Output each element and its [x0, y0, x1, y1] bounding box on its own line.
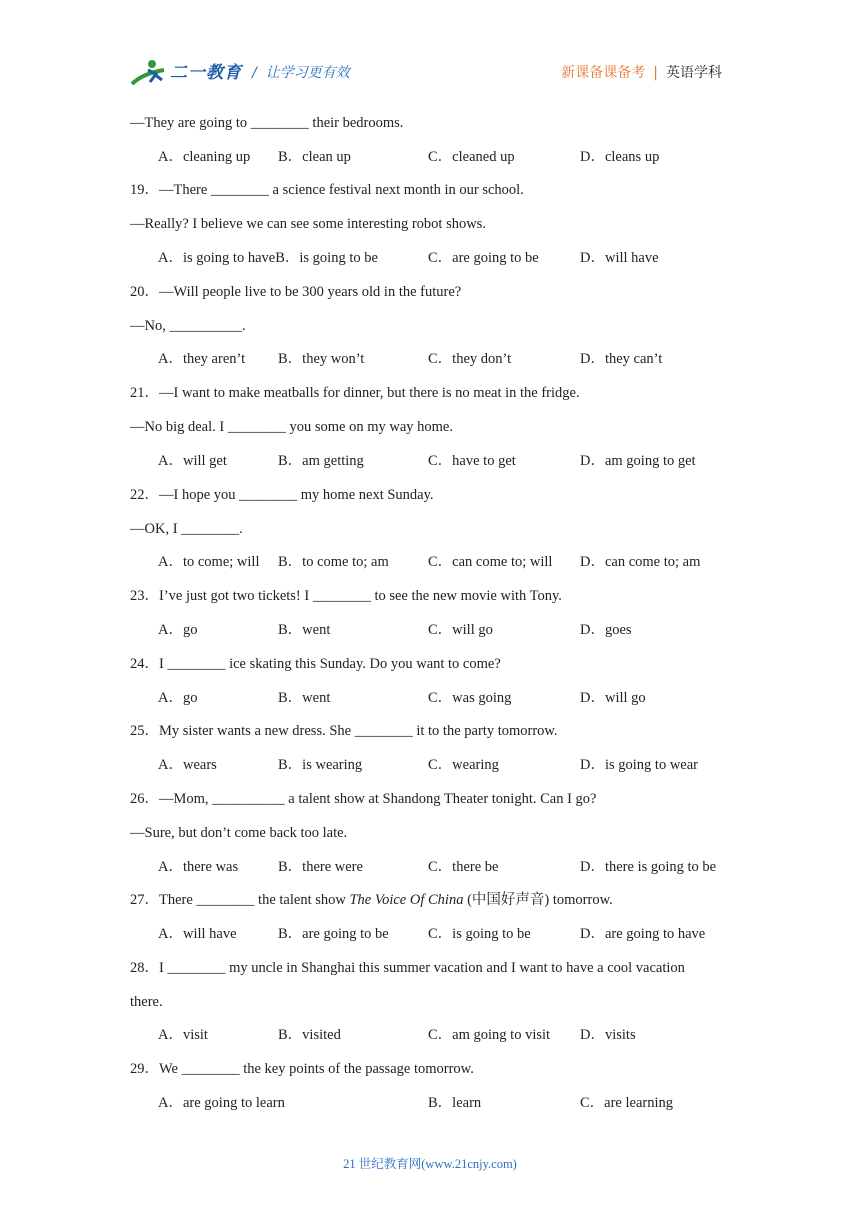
- option-c: C．are going to be: [428, 250, 539, 266]
- option-c: C．am going to visit: [428, 1027, 551, 1043]
- question-line: —They are going to ________ their bedrooms.: [130, 115, 404, 131]
- option-a: A．are going to learn: [158, 1095, 285, 1111]
- logo-text: 二一教育: [170, 63, 242, 83]
- option-b: B．visited: [278, 1027, 341, 1043]
- question-29: 29．We ________ the key points of the passage tomorrow.: [130, 1061, 474, 1077]
- option-d: D．they can’t: [580, 351, 663, 367]
- option-d: D．can come to; am: [580, 554, 701, 570]
- question-22: 22．—I hope you ________ my home next Sunday.: [130, 487, 434, 503]
- option-a: A．go: [158, 622, 198, 638]
- option-c: C．can come to; will: [428, 554, 553, 570]
- subject-label: 英语学科: [666, 65, 722, 81]
- options-24: [130, 689, 750, 707]
- option-a: A．to come; will: [158, 554, 260, 570]
- option-a: A．visit: [158, 1027, 208, 1043]
- question-21: 21．—I want to make meatballs for dinner, but there is no meat in the fridge.: [130, 385, 580, 401]
- option-d: D．cleans up: [580, 149, 660, 165]
- question-28-cont: there.: [130, 994, 163, 1010]
- options-28: [130, 1026, 750, 1044]
- option-b: B．to come to; am: [278, 554, 389, 570]
- options-21: [130, 452, 750, 470]
- header-label: 新课备课备考: [561, 65, 646, 81]
- options-20: [130, 350, 750, 368]
- options-26: [130, 858, 750, 876]
- question-21-reply: —No big deal. I ________ you some on my way home.: [130, 419, 453, 435]
- option-c: C．are learning: [580, 1095, 674, 1111]
- question-23: 23．I’ve just got two tickets! I ________ to see the new movie with Tony.: [130, 588, 562, 604]
- question-25: 25．My sister wants a new dress. She ________ it to the party tomorrow.: [130, 723, 558, 739]
- q27-title: The Voice Of China: [349, 892, 464, 908]
- question-19: 19．—There ________ a science festival next month in our school.: [130, 182, 524, 198]
- option-b: B．are going to be: [278, 926, 389, 942]
- option-b: B．they won’t: [278, 351, 365, 367]
- page-header: [130, 52, 730, 92]
- options-18: [130, 148, 750, 166]
- slogan: [252, 62, 350, 82]
- option-c: C．was going: [428, 690, 512, 706]
- slogan-divider: /: [252, 65, 257, 81]
- option-d: D．am going to get: [580, 453, 696, 469]
- option-d: D．are going to have: [580, 926, 706, 942]
- option-c: C．they don’t: [428, 351, 512, 367]
- option-b: B．is wearing: [278, 757, 363, 773]
- option-c: C．there be: [428, 859, 499, 875]
- q27-pre: 27．There ________ the talent show: [130, 892, 350, 908]
- question-24: 24．I ________ ice skating this Sunday. Do you want to come?: [130, 656, 501, 672]
- option-b: B．learn: [428, 1095, 482, 1111]
- page-footer: 21 世纪教育网(www.21cnjy.com): [343, 1157, 517, 1171]
- question-22-reply: —OK, I ________.: [130, 521, 243, 537]
- question-27: [130, 891, 613, 909]
- option-a: A．wears: [158, 757, 217, 773]
- option-b: B．am getting: [278, 453, 364, 469]
- question-20-reply: —No, __________.: [130, 318, 246, 334]
- option-c: C．wearing: [428, 757, 499, 773]
- option-a: A．will get: [158, 453, 227, 469]
- option-c: C．have to get: [428, 453, 516, 469]
- options-27: [130, 925, 750, 943]
- options-23: [130, 621, 750, 639]
- option-a: A．cleaning up: [158, 149, 251, 165]
- option-a: A．they aren’t: [158, 351, 246, 367]
- slogan-text: 让学习更有效: [265, 65, 350, 81]
- option-d: D．goes: [580, 622, 632, 638]
- option-b: B．went: [278, 690, 331, 706]
- question-20: 20．—Will people live to be 300 years old in the future?: [130, 284, 462, 300]
- option-c: C．is going to be: [428, 926, 531, 942]
- option-d: D．will have: [580, 250, 659, 266]
- question-26: 26．—Mom, __________ a talent show at Shandong Theater tonight. Can I go?: [130, 791, 597, 807]
- option-a: A．will have: [158, 926, 237, 942]
- option-c: C．will go: [428, 622, 493, 638]
- option-a: A．there was: [158, 859, 239, 875]
- options-25: [130, 756, 750, 774]
- option-d: D．visits: [580, 1027, 636, 1043]
- option-c: C．cleaned up: [428, 149, 515, 165]
- header-right: [561, 62, 722, 82]
- option-d: D．there is going to be: [580, 859, 717, 875]
- question-19-reply: —Really? I believe we can see some interesting robot shows.: [130, 216, 486, 232]
- question-28: 28．I ________ my uncle in Shanghai this summer vacation and I want to have a cool vacation: [130, 960, 685, 976]
- option-a-b: A．is going to haveB．is going to be: [158, 250, 378, 266]
- option-d: D．is going to wear: [580, 757, 698, 773]
- option-a: A．go: [158, 690, 198, 706]
- question-26-reply: —Sure, but don’t come back too late.: [130, 825, 348, 841]
- q27-post: (中国好声音) tomorrow.: [463, 892, 613, 908]
- options-29: [130, 1094, 750, 1112]
- option-b: B．clean up: [278, 149, 351, 165]
- option-b: B．there were: [278, 859, 363, 875]
- option-d: D．will go: [580, 690, 646, 706]
- options-22: [130, 553, 750, 571]
- option-b: B．went: [278, 622, 331, 638]
- header-separator: |: [653, 65, 658, 81]
- options-19: [130, 249, 750, 267]
